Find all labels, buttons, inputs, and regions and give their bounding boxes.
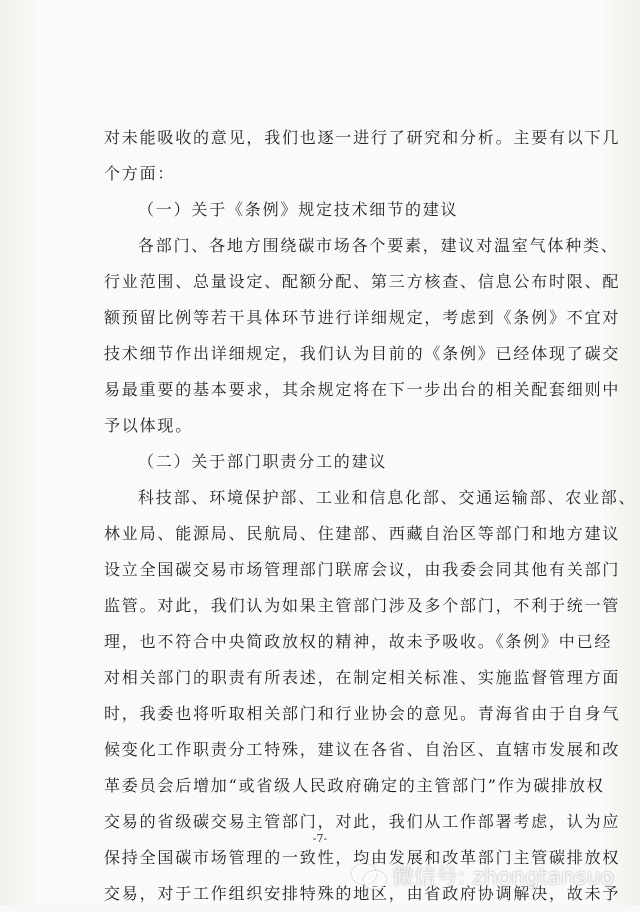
text-line: 各部门、各地方围绕碳市场各个要素，建议对温室气体种类、 (138, 236, 619, 255)
document-body (104, 120, 637, 912)
text-line: 个方面： (104, 164, 176, 183)
section-heading-2: （二）关于部门职责分工的建议 (138, 452, 388, 471)
text-line: 科技部、环境保护部、工业和信息化部、交通运输部、农业部、 (138, 488, 637, 507)
text-line: 对未能吸收的意见，我们也逐一进行了研究和分析。主要有以下几 (104, 128, 621, 147)
text-line: 对相关部门的职责有所表述，在制定相关标准、实施监督管理方面 (104, 668, 621, 687)
text-line: 易最重要的基本要求，其余规定将在下一步出台的相关配套细则中 (104, 380, 621, 399)
text-line: 革委员会后增加“或省级人民政府确定的主管部门”作为碳排放权 (104, 776, 605, 795)
text-line: 额预留比例等若干具体环节进行详细规定，考虑到《条例》不宜对 (104, 308, 621, 327)
watermark-text: 微信号: zhongtansuo (391, 865, 614, 890)
text-line: 监管。对此，我们认为如果主管部门涉及多个部门，不利于统一管 (104, 596, 621, 615)
text-line: 林业局、能源局、民航局、住建部、西藏自治区等部门和地方建议 (104, 524, 621, 543)
text-line: 技术细节作出详细规定，我们认为目前的《条例》已经体现了碳交 (104, 344, 621, 363)
text-line: 理，也不符合中央简政放权的精神，故未予吸收。《条例》中已经 (104, 632, 613, 651)
section-heading-1: （一）关于《条例》规定技术细节的建议 (138, 200, 459, 219)
text-line: 设立全国碳交易市场管理部门联席会议，由我委会同其他有关部门 (104, 560, 621, 579)
text-line: 时，我委也将听取相关部门和行业协会的意见。青海省由于自身气 (104, 704, 621, 723)
text-line: 交易，对于工作组织安排特殊的地区，由省政府协调解决，故未予 (104, 884, 621, 903)
watermark (352, 860, 614, 891)
text-line: 交易的省级碳交易主管部门，对此，我们从工作部署考虑，认为应 (104, 812, 621, 831)
text-line: 行业范围、总量设定、配额分配、第三方核查、信息公布时限、配 (104, 272, 621, 291)
text-line: 候变化工作职责分工特殊，建议在各省、自治区、直辖市发展和改 (104, 740, 621, 759)
page-number: -7- (312, 832, 328, 845)
text-line: 保持全国碳市场管理的一致性，均由发展和改革部门主管碳排放权 (104, 848, 621, 867)
wechat-icon (352, 862, 386, 890)
text-line: 予以体现。 (104, 416, 194, 435)
